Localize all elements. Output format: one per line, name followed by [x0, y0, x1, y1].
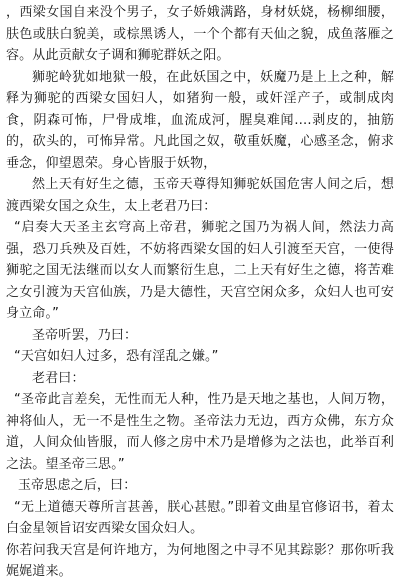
paragraph-closing-question: 你若问我天宫是何许地方，为何地图之中寻不见其踪影？那你听我娓娓道来。	[6, 542, 394, 579]
paragraph-heaven-virtue: 然上天有好生之德，玉帝天尊得知狮驼妖国危害人间之后，想渡西梁女国之众生，太上老君乃曰：	[6, 177, 394, 214]
quote-emperor-decree: “无上道德天尊所言甚善，朕心甚慰。”即着文曲星官修诏书，着太白金星领旨诏安西梁女国众妇人。	[6, 499, 394, 536]
paragraph-emperor-ponders: 玉帝思虑之后，曰：	[18, 478, 137, 493]
paragraph-laojun-says: 老君曰：	[32, 370, 85, 386]
paragraph-xiliang-intro: ，西梁女国自来没个男子，女子娇娥满路，身材妖娆，杨柳细腰，肤色或肤白貌美，或棕黑诱人，一个个都有天仙之貌，成鱼落雁之容。从此贡献女子调和狮驼群妖之阳。	[6, 5, 394, 63]
quote-emperor-concern: “天宫如妇人过多，恐有淫乱之嫌。”	[14, 349, 219, 364]
quote-laojun-argument: “圣帝此言差矣，无性而无人种，性乃是天地之基也，人间万物，神将仙人，无一不是性生之物。圣帝法力无边，西方众佛，东方众道，人间众仙皆服，而人修之房中术乃是增修为之法也，此举百利之法。望圣帝三思。”	[6, 392, 394, 472]
paragraph-shituo-hell: 狮驼岭犹如地狱一般，在此妖国之中，妖魔乃是上上之种，解释为狮驼的西梁女国妇人，如猪狗一般，或奸淫产子，或制成肉食，阴森可怖，尸骨成堆，血流成河，腥臭难闻….剥皮的，抽筋的，砍头的，可怖异常。凡此国之奴，敬重妖魔，心感圣念，俯求垂念，仰望恩荣。身心皆服于妖物，	[6, 69, 394, 171]
paragraph-emperor-replies: 圣帝听罢，乃曰：	[32, 327, 138, 343]
quote-laojun-proposal: “启奏大天圣主玄穹高上帝君，狮驼之国乃为祸人间，然法力高强，恐刀兵殃及百姓，不妨将西梁女国的妇人引渡至天宫，一使得狮驼之国无法继而以女人而繁衍生息，二上天有好生之德，将苦难之女引渡为天宫仙族，乃是大德性，天宫空闲众多，众妇人也可安身立命。”	[6, 220, 394, 321]
